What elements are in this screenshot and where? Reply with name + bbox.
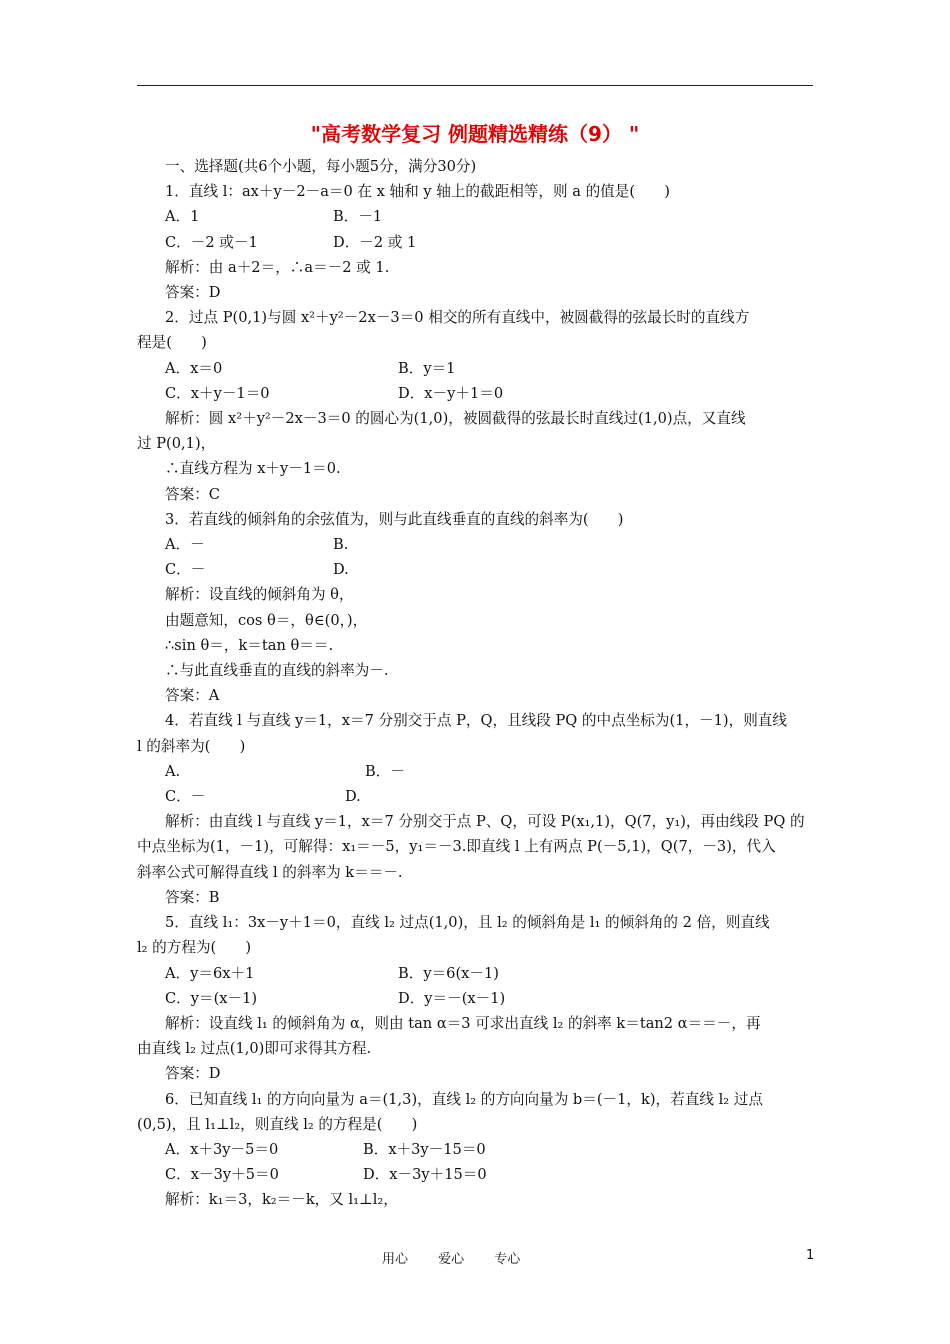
option-b: B．y＝6(x－1) (398, 964, 499, 982)
document-title: "高考数学复习 例题精选精练（9） " (310, 122, 640, 146)
analysis-line: 解析：圆 x²＋y²－2x－3＝0 的圆心为(1,0)，被圆截得的弦最长时直线过(1,0)点，又直线 (165, 410, 746, 428)
analysis-line: 斜率公式可解得直线 l 的斜率为 k＝＝－. (137, 863, 403, 881)
answer: 答案：A (165, 687, 220, 705)
option-b: B．－ (365, 762, 405, 780)
question-stem: 4．若直线 l 与直线 y＝1，x＝7 分别交于点 P，Q，且线段 PQ 的中点坐标为(1，－1)，则直线 (165, 712, 787, 730)
option-d: D. (345, 788, 361, 806)
option-d: D. (333, 561, 349, 579)
analysis-line: 解析：由 a＋2＝，∴a＝－2 或 1. (165, 258, 390, 276)
analysis-line: 解析：k₁＝3，k₂＝－k，又 l₁⊥l₂， (165, 1191, 398, 1209)
options-row (137, 1162, 815, 1187)
page-number: 1 (806, 1248, 815, 1263)
question-4 (137, 708, 815, 910)
analysis-line: 由题意知，cos θ＝，θ∈(0，)， (165, 611, 368, 629)
analysis-line: 解析：设直线 l₁ 的倾斜角为 α，则由 tan α＝3 可求出直线 l₂ 的斜率 k＝tan2 α＝＝－，再 (165, 1014, 761, 1032)
question-stem: 3．若直线的倾斜角的余弦值为，则与此直线垂直的直线的斜率为( ) (165, 510, 624, 528)
document-body (137, 154, 815, 1213)
question-stem: (0,5)，且 l₁⊥l₂，则直线 l₂ 的方程是( ) (137, 1115, 418, 1133)
options-row (137, 961, 815, 986)
option-a: A. (165, 762, 181, 780)
option-c: C．x＋y－1＝0 (165, 384, 270, 402)
option-a: A．x＋3y－5＝0 (165, 1140, 279, 1158)
option-d: D．x－3y＋15＝0 (363, 1166, 487, 1184)
question-1 (137, 179, 815, 305)
option-b: B．x＋3y－15＝0 (363, 1140, 486, 1158)
question-stem: 6．已知直线 l₁ 的方向向量为 a＝(1,3)，直线 l₂ 的方向向量为 b＝(－1，k)，若直线 l₂ 过点 (165, 1090, 763, 1108)
header-rule (137, 85, 813, 86)
option-a: A．x＝0 (165, 359, 223, 377)
options-row (137, 532, 815, 557)
question-3 (137, 507, 815, 709)
option-d: D．x－y＋1＝0 (398, 384, 504, 402)
question-5 (137, 910, 815, 1086)
option-c: C．－ (165, 561, 206, 579)
option-a: A．－ (165, 536, 205, 554)
answer: 答案：B (165, 888, 220, 906)
answer: 答案：D (165, 1065, 221, 1083)
options-row (137, 1137, 815, 1162)
option-d: D．－2 或 1 (333, 233, 417, 251)
option-d: D．y＝－(x－1) (398, 989, 506, 1007)
question-6 (137, 1087, 815, 1213)
analysis-line: ∴直线方程为 x＋y－1＝0. (165, 460, 341, 478)
footer-motto: 用心 爱心 专心 (382, 1252, 521, 1267)
option-a: A．1 (165, 208, 200, 226)
analysis-line: 中点坐标为(1，－1)，可解得：x₁＝－5，y₁＝－3.即直线 l 上有两点 P(－5,1)，Q(7，－3)，代入 (137, 838, 776, 856)
answer: 答案：D (165, 284, 221, 302)
option-c: C．－2 或－1 (165, 233, 258, 251)
analysis-line: 过 P(0,1)， (137, 435, 216, 453)
analysis-line: 解析：设直线的倾斜角为 θ， (165, 586, 354, 604)
options-row (137, 356, 815, 381)
question-stem: l 的斜率为( ) (137, 737, 246, 755)
answer: 答案：C (165, 485, 220, 503)
options-row (137, 986, 815, 1011)
question-stem: 2．过点 P(0,1)与圆 x²＋y²－2x－3＝0 相交的所有直线中，被圆截得的弦最长时的直线方 (165, 309, 750, 327)
question-stem: 5．直线 l₁：3x－y＋1＝0，直线 l₂ 过点(1,0)，且 l₂ 的倾斜角是 l₁ 的倾斜角的 2 倍，则直线 (165, 914, 770, 932)
option-b: B．－1 (333, 208, 383, 226)
option-b: B. (333, 536, 349, 554)
options-row (137, 204, 815, 229)
option-c: C．－ (165, 788, 206, 806)
options-row (137, 759, 815, 784)
analysis-line: ∴sin θ＝，k＝tan θ＝＝. (165, 636, 334, 654)
analysis-line: 由直线 l₂ 过点(1,0)即可求得其方程. (137, 1040, 372, 1058)
question-stem: 1．直线 l：ax＋y－2－a＝0 在 x 轴和 y 轴上的截距相等，则 a 的值是( ) (165, 183, 670, 201)
options-row (137, 784, 815, 809)
option-c: C．y＝(x－1) (165, 989, 258, 1007)
analysis-line: 解析：由直线 l 与直线 y＝1，x＝7 分别交于点 P、Q，可设 P(x₁,1)，Q(7，y₁)，再由线段 PQ 的 (165, 813, 805, 831)
section-heading: 一、选择题(共6个小题，每小题5分，满分30分) (165, 158, 477, 175)
question-2 (137, 305, 815, 507)
question-stem: 程是( ) (137, 334, 207, 352)
options-row (137, 381, 815, 406)
option-a: A．y＝6x＋1 (165, 964, 255, 982)
options-row (137, 230, 815, 255)
options-row (137, 557, 815, 582)
question-stem: l₂ 的方程为( ) (137, 939, 252, 957)
option-c: C．x－3y＋5＝0 (165, 1166, 279, 1184)
analysis-line: ∴与此直线垂直的直线的斜率为－. (165, 662, 389, 680)
option-b: B．y＝1 (398, 359, 456, 377)
